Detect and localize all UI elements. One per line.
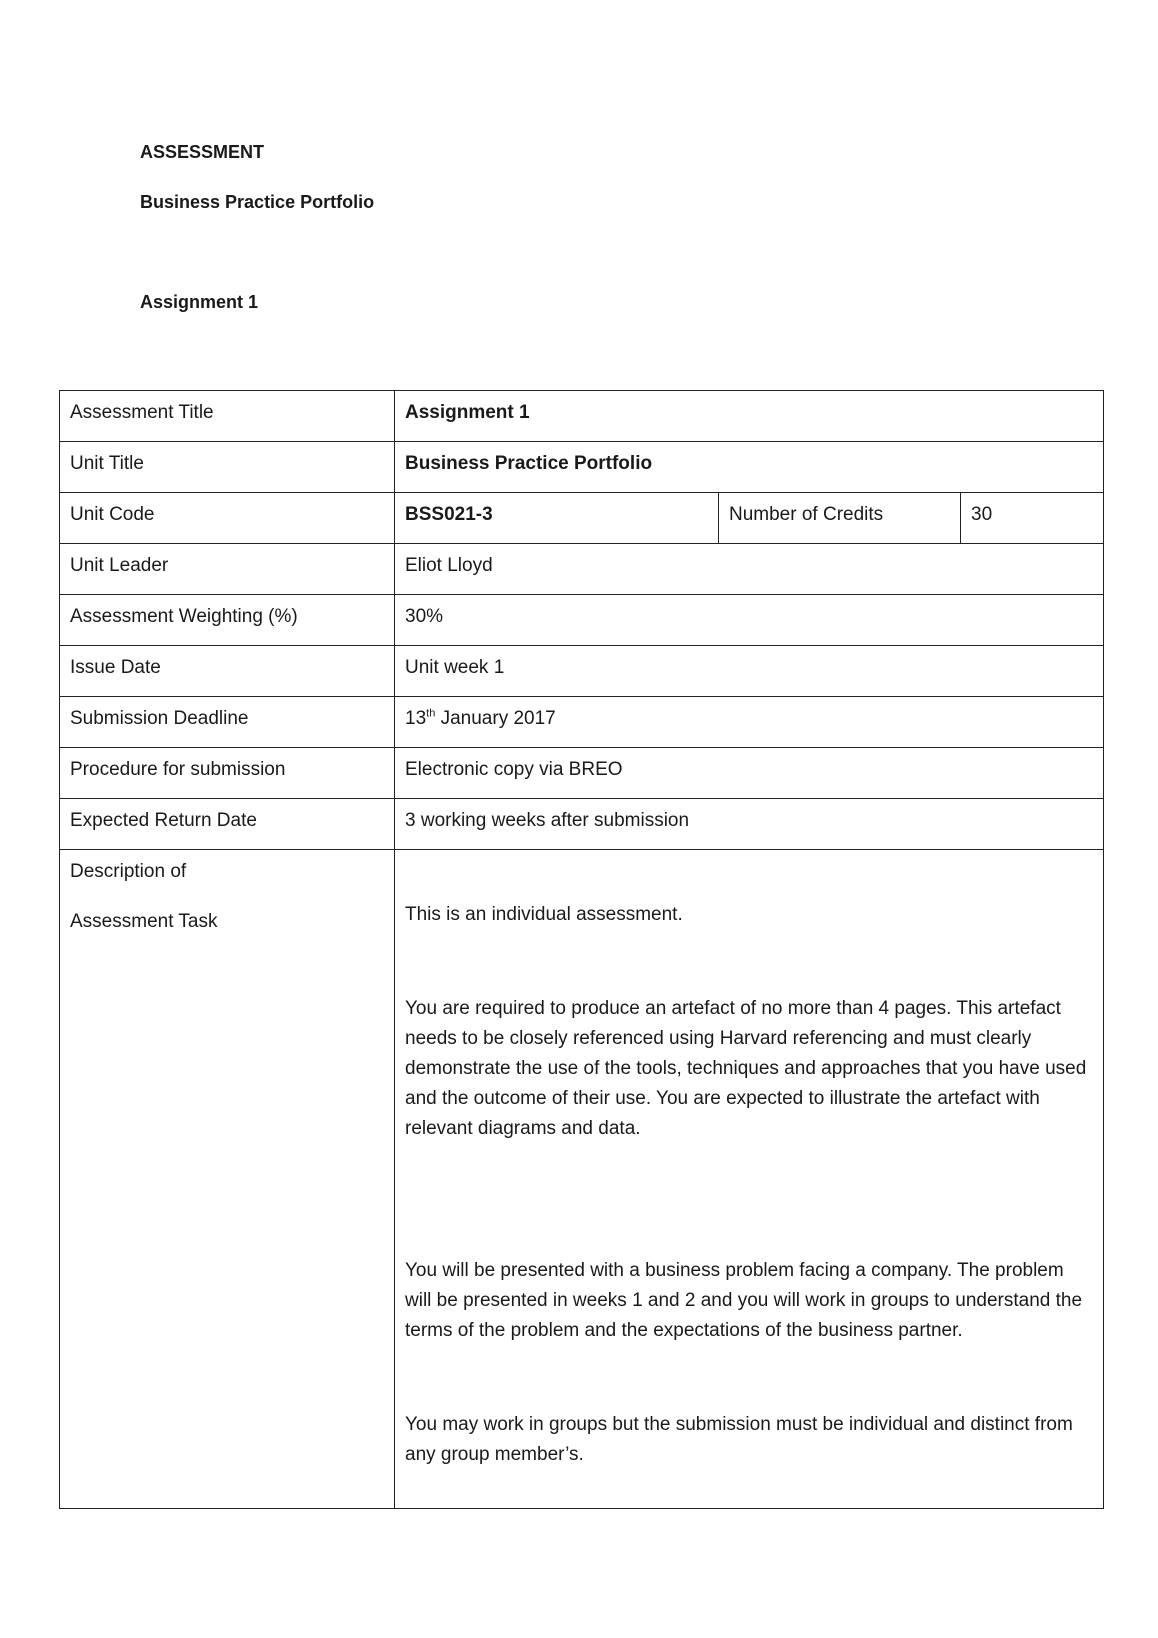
weighting-value: 30% <box>395 595 1104 646</box>
assessment-info-table <box>59 390 1104 1509</box>
table-row <box>60 544 1104 595</box>
deadline-day: 13 <box>405 708 427 729</box>
unit-title-value: Business Practice Portfolio <box>395 442 1104 493</box>
table-row <box>60 697 1104 748</box>
description-label-line2: Assessment Task <box>70 911 218 932</box>
unit-leader-label: Unit Leader <box>60 544 395 595</box>
description-body <box>395 850 1104 1509</box>
issue-date-value: Unit week 1 <box>395 646 1104 697</box>
description-paragraph-3: You will be presented with a business problem facing a company. The problem will be presented in weeks 1 and 2 and you will work in groups to understand the terms of the problem and the expectations of the business partner. <box>405 1260 1083 1341</box>
deadline-label: Submission Deadline <box>60 697 395 748</box>
description-paragraph-4: You may work in groups but the submission must be individual and distinct from any group member’s. <box>405 1414 1073 1465</box>
deadline-value <box>395 697 1104 748</box>
credits-label: Number of Credits <box>719 493 961 544</box>
table-row <box>60 391 1104 442</box>
unit-title-label: Unit Title <box>60 442 395 493</box>
unit-code-value: BSS021-3 <box>395 493 719 544</box>
table-row <box>60 799 1104 850</box>
table-row <box>60 850 1104 1509</box>
unit-leader-value: Eliot Lloyd <box>395 544 1104 595</box>
return-date-value: 3 working weeks after submission <box>395 799 1104 850</box>
table-row <box>60 595 1104 646</box>
credits-value: 30 <box>961 493 1104 544</box>
assessment-title-label: Assessment Title <box>60 391 395 442</box>
deadline-ordinal: th <box>426 707 436 720</box>
document-heading: ASSESSMENT <box>140 142 265 162</box>
assessment-title-value: Assignment 1 <box>395 391 1104 442</box>
deadline-month-year: January 2017 <box>435 708 556 729</box>
table-row <box>60 442 1104 493</box>
table-row <box>60 646 1104 697</box>
return-date-label: Expected Return Date <box>60 799 395 850</box>
assignment-heading: Assignment 1 <box>140 292 259 312</box>
table-row <box>60 748 1104 799</box>
table-row <box>60 493 1104 544</box>
description-paragraph-1: This is an individual assessment. <box>405 904 683 925</box>
unit-heading: Business Practice Portfolio <box>140 192 375 212</box>
description-label-line1: Description of <box>70 861 187 882</box>
unit-code-label: Unit Code <box>60 493 395 544</box>
weighting-label: Assessment Weighting (%) <box>60 595 395 646</box>
description-label <box>60 850 395 1509</box>
description-paragraph-2: You are required to produce an artefact of no more than 4 pages. This artefact needs to be closely referenced using Harvard referencing and must clearly demonstrate the use of the tools, techniques and approaches that you have used and the outcome of their use. You are expected to illustrate the artefact with relevant diagrams and data. <box>405 998 1087 1139</box>
procedure-value: Electronic copy via BREO <box>395 748 1104 799</box>
issue-date-label: Issue Date <box>60 646 395 697</box>
procedure-label: Procedure for submission <box>60 748 395 799</box>
